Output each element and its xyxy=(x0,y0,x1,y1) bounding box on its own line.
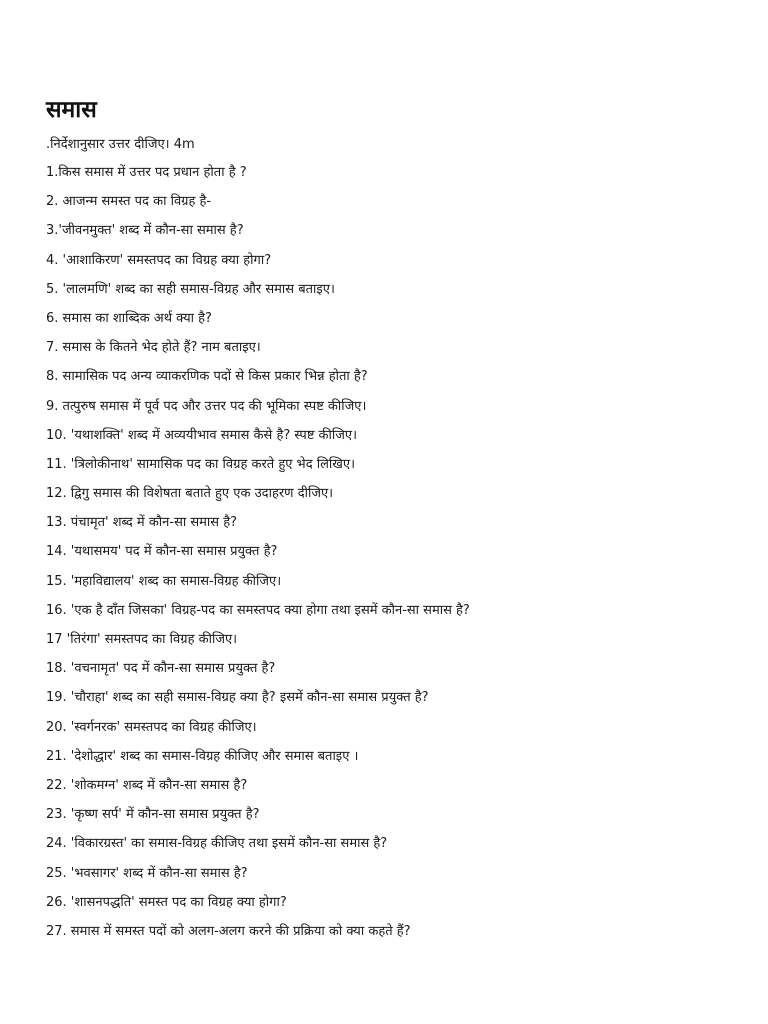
question-item: 5. 'लालमणि' शब्द का सही समास-विग्रह और समास बताइए। xyxy=(46,281,335,297)
question-item: 20. 'स्वर्गनरक' समस्तपद का विग्रह कीजिए। xyxy=(46,719,257,735)
question-list xyxy=(46,158,746,946)
question-item: 1.किस समास में उत्तर पद प्रधान होता है ? xyxy=(46,165,247,180)
question-item: 23. 'कृष्ण सर्प' में कौन-सा समास प्रयुक्त है? xyxy=(46,807,260,823)
question-item: 13. पंचामृत' शब्द में कौन-सा समास है? xyxy=(46,515,238,531)
document-page xyxy=(46,92,746,946)
question-item: 27. समास में समस्त पदों को अलग-अलग करने की प्रक्रिया को क्या कहते हैं? xyxy=(46,923,411,939)
question-item: 12. द्विगु समास की विशेषता बताते हुए एक उदाहरण दीजिए। xyxy=(46,486,334,502)
question-item: 16. 'एक है दाँत जिसका' विग्रह-पद का समस्तपद क्या होगा तथा इसमें कौन-सा समास है? xyxy=(46,602,470,618)
question-item: 18. 'वचनामृत' पद में कौन-सा समास प्रयुक्त है? xyxy=(46,661,276,677)
question-item: 14. 'यथासमय' पद में कौन-सा समास प्रयुक्त है? xyxy=(46,544,278,560)
document-title: समास xyxy=(46,97,97,123)
instruction-text: .निर्देशानुसार उत्तर दीजिए। 4m xyxy=(46,137,195,152)
question-item: 22. 'शोकमग्न' शब्द में कौन-सा समास है? xyxy=(46,777,248,793)
question-item: 11. 'त्रिलोकीनाथ' सामासिक पद का विग्रह करते हुए भेद लिखिए। xyxy=(46,456,356,472)
question-item: 7. समास के कितने भेद होते हैं? नाम बताइए। xyxy=(46,340,261,356)
question-item: 2. आजन्म समस्त पद का विग्रह है- xyxy=(46,194,212,210)
question-item: 8. सामासिक पद अन्य व्याकरणिक पदों से किस प्रकार भिन्न होता है? xyxy=(46,369,368,385)
question-item: 25. 'भवसागर' शब्द में कौन-सा समास है? xyxy=(46,865,248,881)
question-item: 21. 'देशोद्धार' शब्द का समास-विग्रह कीजिए और समास बताइए । xyxy=(46,748,359,764)
question-item: 26. 'शासनपद्धति' समस्त पद का विग्रह क्या होगा? xyxy=(46,894,287,910)
question-item: 3.'जीवनमुक्त' शब्द में कौन-सा समास है? xyxy=(46,223,244,239)
question-item: 19. 'चौराहा' शब्द का सही समास-विग्रह क्या है? इसमें कौन-सा समास प्रयुक्त है? xyxy=(46,690,429,706)
question-item: 4. 'आशाकिरण' समस्तपद का विग्रह क्या होगा? xyxy=(46,252,272,268)
question-item: 15. 'महाविद्यालय' शब्द का समास-विग्रह कीजिए। xyxy=(46,573,282,589)
question-item: 17 'तिरंगा' समस्तपद का विग्रह कीजिए। xyxy=(46,632,238,647)
question-item: 10. 'यथाशक्ति' शब्द में अव्ययीभाव समास कैसे है? स्पष्ट कीजिए। xyxy=(46,427,358,443)
question-item: 9. तत्पुरुष समास में पूर्व पद और उत्तर पद की भूमिका स्पष्ट कीजिए। xyxy=(46,398,367,414)
question-item: 6. समास का शाब्दिक अर्थ क्या है? xyxy=(46,310,212,326)
question-item: 24. 'विकारग्रस्त' का समास-विग्रह कीजिए तथा इसमें कौन-सा समास है? xyxy=(46,836,388,852)
